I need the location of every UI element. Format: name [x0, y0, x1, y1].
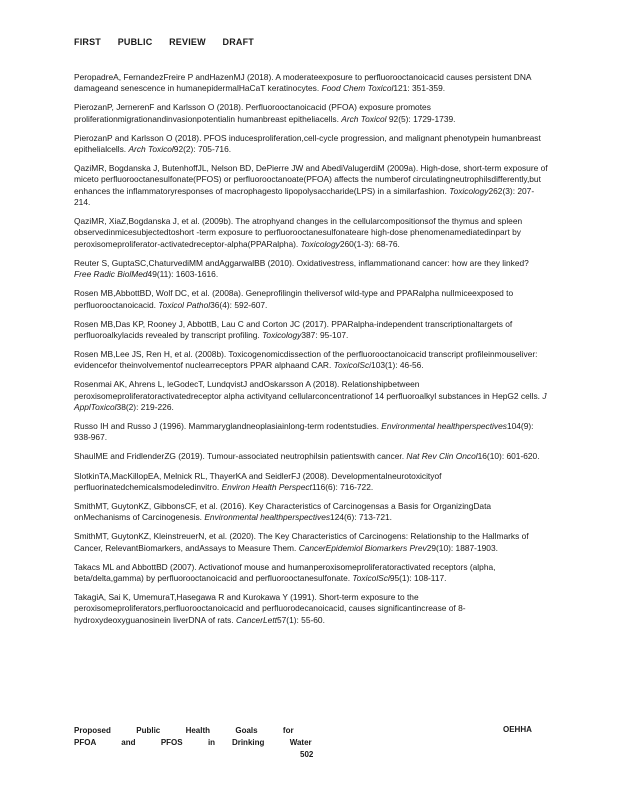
reference-list	[74, 72, 548, 634]
footer-title-line-2: PFOA and PFOS in Drinking Water	[74, 738, 312, 747]
footer-title	[74, 725, 312, 749]
reference-journal: Arch Toxicol	[128, 144, 174, 155]
reference-entry	[74, 501, 548, 524]
reference-journal: Nat Rev Clin Oncol	[406, 451, 478, 462]
reference-entry	[74, 531, 548, 554]
reference-citation: 104(9): 938-967.	[74, 421, 534, 443]
reference-citation: 38(2): 219-226.	[116, 402, 174, 412]
reference-text: SmithMT, GuytonKZ, KleinstreuerN, et al. (2020). The Key Characteristics of Carcinogens: Relationship to the Hallmarks of Cancer, RelevantBiomarkers, andAssays to Measure Them.	[74, 531, 529, 553]
reference-entry	[74, 319, 548, 342]
reference-entry	[74, 72, 548, 95]
reference-text: PierozanP, JernerenF and Karlsson O (2018). Perfluorooctanoicacid (PFOA) exposure promotes proliferationmigrationandinvasionpotentialin humanbreast epitheliacells.	[74, 102, 431, 124]
reference-citation: 103(1): 46-56.	[371, 360, 424, 371]
reference-text: Rosen MB,Das KP, Rooney J, AbbottB, Lau C and Corton JC (2017). PPARalpha-independent transcriptionaltargets of perfluoroalkylacids revealed by transcript profiling.	[74, 318, 513, 340]
reference-journal: CancerEpidemiol Biomarkers Prev	[298, 542, 427, 553]
reference-citation: 92(2): 705-716.	[173, 144, 232, 155]
reference-text: Russo IH and Russo J (1996). Mammaryglandneoplasiainlong-term rodentstudies.	[74, 421, 382, 432]
page-number: 502	[300, 750, 314, 759]
reference-citation: 121: 351-359.	[393, 83, 446, 94]
reference-citation: 262(3): 207-214.	[74, 185, 535, 208]
reference-citation: 95(1): 108-117.	[389, 573, 447, 584]
reference-citation: 57(1): 55-60.	[276, 614, 325, 625]
reference-journal: Toxicology	[300, 238, 340, 249]
reference-journal: J ApplToxicol	[74, 390, 547, 412]
reference-entry	[74, 451, 548, 462]
reference-entry	[74, 288, 548, 311]
reference-citation: 387: 95-107.	[301, 329, 349, 340]
reference-journal: Free Radic BiolMed	[74, 269, 148, 280]
footer-title-line-1: Proposed Public Health Goals for	[74, 726, 294, 735]
reference-journal: Toxicology	[449, 185, 489, 196]
reference-entry	[74, 163, 548, 208]
reference-entry	[74, 133, 548, 156]
reference-journal: ToxicolSci	[333, 360, 372, 371]
reference-journal: Environmental healthperspectives	[381, 421, 507, 432]
reference-entry	[74, 258, 548, 281]
reference-citation: 16(10): 601-620.	[477, 451, 540, 462]
reference-citation: 49(11): 1603-1616.	[147, 269, 219, 280]
reference-text: Takacs ML and AbbottBD (2007). Activationof mouse and humanperoxisomeproliferatoractivated receptors (alpha, beta/delta,gamma) by perfluorooctanoicacid and perfluorooctanesulfonate.	[74, 561, 496, 584]
reference-citation: 116(6): 716-722.	[311, 481, 374, 492]
reference-citation: 92(5): 1729-1739.	[386, 113, 456, 124]
reference-entry	[74, 471, 548, 494]
reference-entry	[74, 102, 548, 125]
reference-text: SmithMT, GuytonKZ, GibbonsCF, et al. (2016). Key Characteristics of Carcinogensas a Basis for OrganizingData onMechanisms of Carcinogenesis.	[74, 500, 492, 523]
reference-text: ShaulME and FridlenderZG (2019). Tumour-associated neutrophilsin patientswith cancer.	[74, 451, 407, 462]
reference-journal: Food Chem Toxicol	[321, 83, 394, 94]
reference-text: Rosen MB,Lee JS, Ren H, et al. (2008b). Toxicogenomicdissection of the perfluorooctanoicacid transcript profileinmouseliver: evidencefor theinvolvementof nuclearreceptors PPAR alphaand CAR.	[74, 349, 538, 371]
reference-entry	[74, 562, 548, 585]
reference-citation: 36(4): 592-607.	[210, 299, 268, 310]
reference-text: Reuter S, GuptaSC,ChaturvediMM andAggarwalBB (2010). Oxidativestress, inflammationand cancer: how are they linked?	[74, 257, 529, 268]
reference-entry	[74, 421, 548, 444]
reference-text: Rosen MB,AbbottBD, Wolf DC, et al. (2008a). Geneprofilingin theliversof wild-type and PPARalpha nullmiceexposed to perfluorooctanoicacid.	[74, 288, 514, 310]
reference-journal: ToxicolSci	[352, 573, 390, 584]
reference-text: SlotkinTA,MacKillopEA, Melnick RL, ThayerKA and SeidlerFJ (2008). Developmentalneurotoxicityof perfluorinatedchemicalsmodeledinvitro.	[74, 470, 442, 492]
reference-journal: Toxicol Pathol	[158, 299, 211, 310]
reference-text: QaziMR, Bogdanska J, ButenhoffJL, Nelson BD, DePierre JW and AbediValugerdiM (2009a). High-dose, short-term exposure of miceto perfluorooctanesulfonate(PFOS) or perfluorooctanoate(PFOA) affects the numberof circulatingneutrophilsdifferently,but enhances the inflammatoryresponses of macrophagesto lipopolysaccharide(LPS) in a similarfashion.	[74, 163, 548, 196]
reference-journal: Environmental healthperspectives	[204, 512, 331, 523]
reference-citation: 260(1-3): 68-76.	[339, 238, 400, 249]
reference-journal: Arch Toxicol	[341, 113, 387, 124]
reference-text: TakagiA, Sai K, UmemuraT,Hasegawa R and Kurokawa Y (1991). Short-term exposure to the peroxisomeproliferators,perfluorooctanoicacid and perfluorodecanoicacid, causes significantincrease of 8-hydroxydeoxyguanosinein liverDNA of rats.	[74, 592, 466, 625]
reference-journal: CancerLett	[236, 614, 277, 625]
reference-journal: Toxicology	[262, 329, 302, 340]
reference-entry	[74, 379, 548, 413]
reference-text: Rosenmai AK, Ahrens L, leGodecT, LundqvistJ andOskarsson A (2018). Relationshipbetween peroxisomeproliferatoractivatedreceptor alpha activityand cellularconcentrationof 14 perfluoroalkyl substances in HepG2 cells.	[74, 379, 543, 401]
reference-entry	[74, 349, 548, 372]
reference-entry	[74, 216, 548, 250]
reference-text: PeropadreA, FernandezFreire P andHazenMJ (2018). A moderateexposure to perfluorooctanoicacid causes persistent DNA damageand senescence in humanepidermalHaCaT keratinocytes.	[74, 72, 531, 94]
reference-text: PierozanP and Karlsson O (2018). PFOS inducesproliferation,cell-cycle progression, and malignant phenotypein humanbreast epithelialcells.	[74, 132, 541, 155]
reference-journal: Environ Health Perspect	[221, 481, 312, 492]
footer-agency: OEHHA	[503, 725, 532, 734]
reference-citation: 29(10): 1887-1903.	[426, 542, 498, 553]
reference-entry	[74, 592, 548, 626]
document-header: FIRST PUBLIC REVIEW DRAFT	[74, 37, 254, 47]
reference-citation: 124(6): 713-721.	[330, 512, 392, 523]
reference-text: QaziMR, XiaZ,Bogdanska J, et al. (2009b). The atrophyand changes in the cellularcompositionsof the thymus and spleen observedinmicesubjectedtoshort -term exposure to perfluorooctanesulfonateare high-dose phenomenamediatedinpart by peroxisomeproliferator-activatedreceptor-alpha(PPARalpha).	[74, 216, 523, 249]
